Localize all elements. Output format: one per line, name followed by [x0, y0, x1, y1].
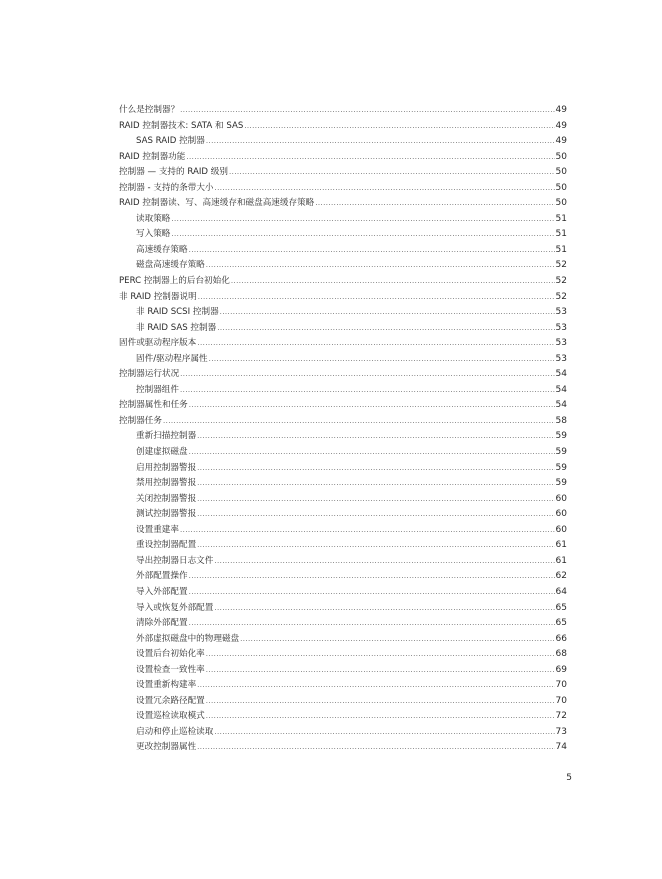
toc-entry-page[interactable]: 59	[555, 431, 567, 442]
toc-entry[interactable]	[119, 212, 567, 228]
toc-entry-page[interactable]: 64	[555, 586, 567, 597]
toc-entry-page[interactable]: 70	[555, 680, 567, 691]
toc-entry-page[interactable]: 50	[555, 198, 567, 209]
toc-entry-title[interactable]: 启动和停止巡检读取	[136, 726, 214, 737]
toc-entry-page[interactable]: 52	[555, 260, 567, 271]
toc-entry-page[interactable]: 59	[555, 462, 567, 473]
toc-dot-leader	[206, 709, 555, 725]
toc-entry[interactable]	[119, 383, 567, 399]
toc-entry-page[interactable]: 54	[555, 400, 567, 411]
toc-entry-page[interactable]: 50	[555, 182, 567, 193]
toc-entry-page[interactable]: 61	[555, 555, 567, 566]
toc-entry-title[interactable]: 控制器 - 支持的条带大小	[119, 182, 214, 193]
toc-entry-title[interactable]: 导出控制器日志文件	[136, 555, 214, 566]
toc-entry-title[interactable]: RAID 控制器功能	[119, 151, 186, 162]
toc-entry[interactable]	[119, 150, 567, 166]
toc-entry[interactable]	[119, 414, 567, 430]
toc-entry-title[interactable]: 非 RAID SAS 控制器	[136, 322, 217, 333]
toc-entry[interactable]	[119, 274, 567, 290]
toc-dot-leader	[214, 554, 554, 570]
toc-entry[interactable]	[119, 678, 567, 694]
toc-dot-leader	[189, 398, 555, 414]
toc-dot-leader	[189, 585, 555, 601]
toc-entry-title[interactable]: 清除外部配置	[136, 618, 188, 629]
toc-entry-page[interactable]: 74	[555, 742, 567, 753]
toc-entry-title[interactable]: 重新扫描控制器	[136, 431, 197, 442]
toc-dot-leader	[229, 165, 555, 181]
toc-entry-title[interactable]: 非 RAID 控制器说明	[119, 291, 197, 302]
toc-entry-page[interactable]: 66	[555, 633, 567, 644]
toc-entry-page[interactable]: 73	[555, 726, 567, 737]
toc-dot-leader	[215, 181, 555, 197]
toc-entry-page[interactable]: 53	[555, 307, 567, 318]
toc-entry[interactable]	[119, 492, 567, 508]
toc-entry-title[interactable]: 更改控制器属性	[136, 742, 197, 753]
toc-entry-page[interactable]: 50	[555, 167, 567, 178]
toc-entry[interactable]	[119, 321, 567, 337]
toc-dot-leader	[197, 429, 554, 445]
toc-dot-leader	[206, 647, 555, 663]
toc-entry-title[interactable]: 测试控制器警报	[136, 509, 197, 520]
toc-entry-page[interactable]: 54	[555, 369, 567, 380]
toc-entry-title[interactable]: 设置重新构建率	[136, 680, 197, 691]
toc-dot-leader	[198, 290, 555, 306]
toc-entry[interactable]	[119, 569, 567, 585]
toc-dot-leader	[197, 678, 554, 694]
toc-dot-leader	[197, 336, 554, 352]
toc-entry[interactable]	[119, 647, 567, 663]
toc-entry-title[interactable]: 外部配置操作	[136, 571, 188, 582]
toc-entry-title[interactable]: 设置后台初始化率	[136, 649, 205, 660]
toc-entry[interactable]	[119, 398, 567, 414]
toc-dot-leader	[171, 212, 554, 228]
toc-entry-title[interactable]: 关闭控制器警报	[136, 493, 197, 504]
toc-entry[interactable]	[119, 725, 567, 741]
toc-entry[interactable]	[119, 429, 567, 445]
toc-dot-leader	[214, 601, 554, 617]
toc-entry-title[interactable]: 磁盘高速缓存策略	[136, 260, 205, 271]
toc-entry[interactable]	[119, 663, 567, 679]
toc-entry-title[interactable]: 设置冗余路径配置	[136, 695, 205, 706]
toc-entry-page[interactable]: 59	[555, 478, 567, 489]
page-number: 5	[566, 773, 572, 783]
toc-entry[interactable]	[119, 103, 567, 119]
toc-entry-title[interactable]: SAS RAID 控制器	[136, 136, 205, 147]
toc-entry-title[interactable]: 导入或恢复外部配置	[136, 602, 214, 613]
toc-dot-leader	[197, 740, 554, 756]
toc-entry[interactable]	[119, 290, 567, 306]
toc-entry-page[interactable]: 65	[555, 602, 567, 613]
toc-entry-title[interactable]: 固件/驱动程序属性	[136, 353, 208, 364]
toc-dot-leader	[240, 632, 554, 648]
toc-entry[interactable]	[119, 585, 567, 601]
toc-entry-page[interactable]: 54	[555, 384, 567, 395]
toc-entry-title[interactable]: 写入策略	[136, 229, 171, 240]
toc-entry[interactable]	[119, 616, 567, 632]
toc-entry-title[interactable]: RAID 控制器读、写、高速缓存和磁盘高速缓存策略	[119, 198, 315, 209]
toc-dot-leader	[180, 383, 555, 399]
toc-entry-title[interactable]: 设置检查一致性率	[136, 664, 205, 675]
toc-entry[interactable]	[119, 352, 567, 368]
toc-entry-title[interactable]: 固件或驱动程序版本	[119, 338, 197, 349]
toc-dot-leader	[189, 445, 555, 461]
toc-entry[interactable]	[119, 119, 567, 135]
toc-entry-page[interactable]: 60	[555, 509, 567, 520]
toc-entry[interactable]	[119, 336, 567, 352]
toc-entry-page[interactable]: 70	[555, 695, 567, 706]
toc-entry-page[interactable]: 53	[555, 322, 567, 333]
toc-entry[interactable]	[119, 538, 567, 554]
toc-entry-page[interactable]: 49	[555, 136, 567, 147]
toc-entry-title[interactable]: 控制器组件	[136, 384, 179, 395]
toc-entry-page[interactable]: 58	[555, 415, 567, 426]
toc-dot-leader	[197, 507, 554, 523]
toc-entry[interactable]	[119, 632, 567, 648]
toc-entry[interactable]	[119, 461, 567, 477]
toc-entry-page[interactable]: 51	[555, 229, 567, 240]
toc-entry-title[interactable]: 设置巡检读取模式	[136, 711, 205, 722]
toc-entry-title[interactable]: 导入外部配置	[136, 586, 188, 597]
toc-dot-leader	[214, 725, 554, 741]
toc-entry[interactable]	[119, 740, 567, 756]
toc-entry[interactable]	[119, 181, 567, 197]
toc-dot-leader	[180, 523, 555, 539]
toc-entry-page[interactable]: 72	[555, 711, 567, 722]
toc-entry-title[interactable]: 高速缓存策略	[136, 244, 188, 255]
toc-dot-leader	[197, 538, 554, 554]
toc-entry-page[interactable]: 50	[555, 151, 567, 162]
toc-entry[interactable]	[119, 476, 567, 492]
toc-dot-leader	[315, 196, 554, 212]
toc-dot-leader	[244, 119, 554, 135]
toc-dot-leader	[189, 616, 555, 632]
toc-entry-title[interactable]: 什么是控制器？	[119, 105, 180, 115]
toc-entry[interactable]	[119, 134, 567, 150]
toc-entry[interactable]	[119, 554, 567, 570]
toc-entry[interactable]	[119, 601, 567, 617]
toc-entry-page[interactable]: 65	[555, 618, 567, 629]
toc-dot-leader	[206, 134, 555, 150]
toc-dot-leader	[197, 476, 554, 492]
toc-entry-page[interactable]: 60	[555, 524, 567, 535]
toc-entry[interactable]	[119, 258, 567, 274]
toc-entry-title[interactable]: 禁用控制器警报	[136, 478, 197, 489]
toc-dot-leader	[189, 569, 555, 585]
toc-entry-title[interactable]: 外部虚拟磁盘中的物理磁盘	[136, 633, 240, 644]
toc-entry-title[interactable]: 启用控制器警报	[136, 462, 197, 473]
toc-entry-page[interactable]: 51	[555, 213, 567, 224]
toc-dot-leader	[171, 227, 554, 243]
toc-entry[interactable]	[119, 165, 567, 181]
toc-dot-leader	[206, 663, 555, 679]
toc-entry-page[interactable]: 59	[555, 447, 567, 458]
toc-entry[interactable]	[119, 709, 567, 725]
toc-dot-leader	[186, 150, 554, 166]
toc-entry-page[interactable]: 60	[555, 493, 567, 504]
toc-entry[interactable]	[119, 523, 567, 539]
toc-entry-page[interactable]: 51	[555, 244, 567, 255]
toc-entry[interactable]	[119, 445, 567, 461]
toc-entry-title[interactable]: 设置重建率	[136, 524, 179, 535]
toc-entry-title[interactable]: PERC 控制器上的后台初始化	[119, 276, 230, 287]
toc-entry-page[interactable]: 52	[555, 276, 567, 287]
toc-entry-page[interactable]: 69	[555, 664, 567, 675]
toc-dot-leader	[180, 367, 554, 383]
toc-entry-page[interactable]: 53	[555, 338, 567, 349]
toc-entry[interactable]	[119, 694, 567, 710]
toc-entry-page[interactable]: 62	[555, 571, 567, 582]
toc-dot-leader	[163, 414, 555, 430]
toc-entry-page[interactable]: 53	[555, 353, 567, 364]
toc-entry-page[interactable]: 61	[555, 540, 567, 551]
toc-dot-leader	[217, 321, 554, 337]
toc-entry-page[interactable]: 68	[555, 649, 567, 660]
toc-entry[interactable]	[119, 243, 567, 259]
toc-entry[interactable]	[119, 507, 567, 523]
toc-dot-leader	[206, 258, 555, 274]
toc-entry-title[interactable]: 非 RAID SCSI 控制器	[136, 307, 219, 318]
toc-dot-leader	[209, 352, 555, 368]
toc-entry-title[interactable]: 控制器 — 支持的 RAID 级别	[119, 167, 228, 178]
toc-dot-leader	[197, 461, 554, 477]
toc-entry-title[interactable]: 控制器任务	[119, 415, 162, 426]
toc-entry-page[interactable]: 52	[555, 291, 567, 302]
toc-dot-leader	[220, 305, 555, 321]
toc-entry[interactable]	[119, 367, 567, 383]
toc-entry[interactable]	[119, 196, 567, 212]
toc-dot-leader	[197, 492, 554, 508]
toc-entry-title[interactable]: 创建虚拟磁盘	[136, 447, 188, 458]
toc-entry[interactable]	[119, 227, 567, 243]
table-of-contents	[119, 103, 567, 756]
toc-entry-title[interactable]: 重设控制器配置	[136, 540, 197, 551]
toc-dot-leader	[231, 274, 555, 290]
toc-entry-title[interactable]: RAID 控制器技术: SATA 和 SAS	[119, 120, 244, 131]
toc-entry-page[interactable]: 49	[555, 105, 567, 115]
toc-entry-page[interactable]: 49	[555, 120, 567, 131]
toc-dot-leader	[180, 103, 554, 119]
toc-dot-leader	[189, 243, 555, 259]
toc-entry[interactable]	[119, 305, 567, 321]
toc-entry-title[interactable]: 控制器运行状况	[119, 369, 180, 380]
toc-entry-title[interactable]: 读取策略	[136, 213, 171, 224]
toc-entry-title[interactable]: 控制器属性和任务	[119, 400, 188, 411]
toc-dot-leader	[206, 694, 555, 710]
